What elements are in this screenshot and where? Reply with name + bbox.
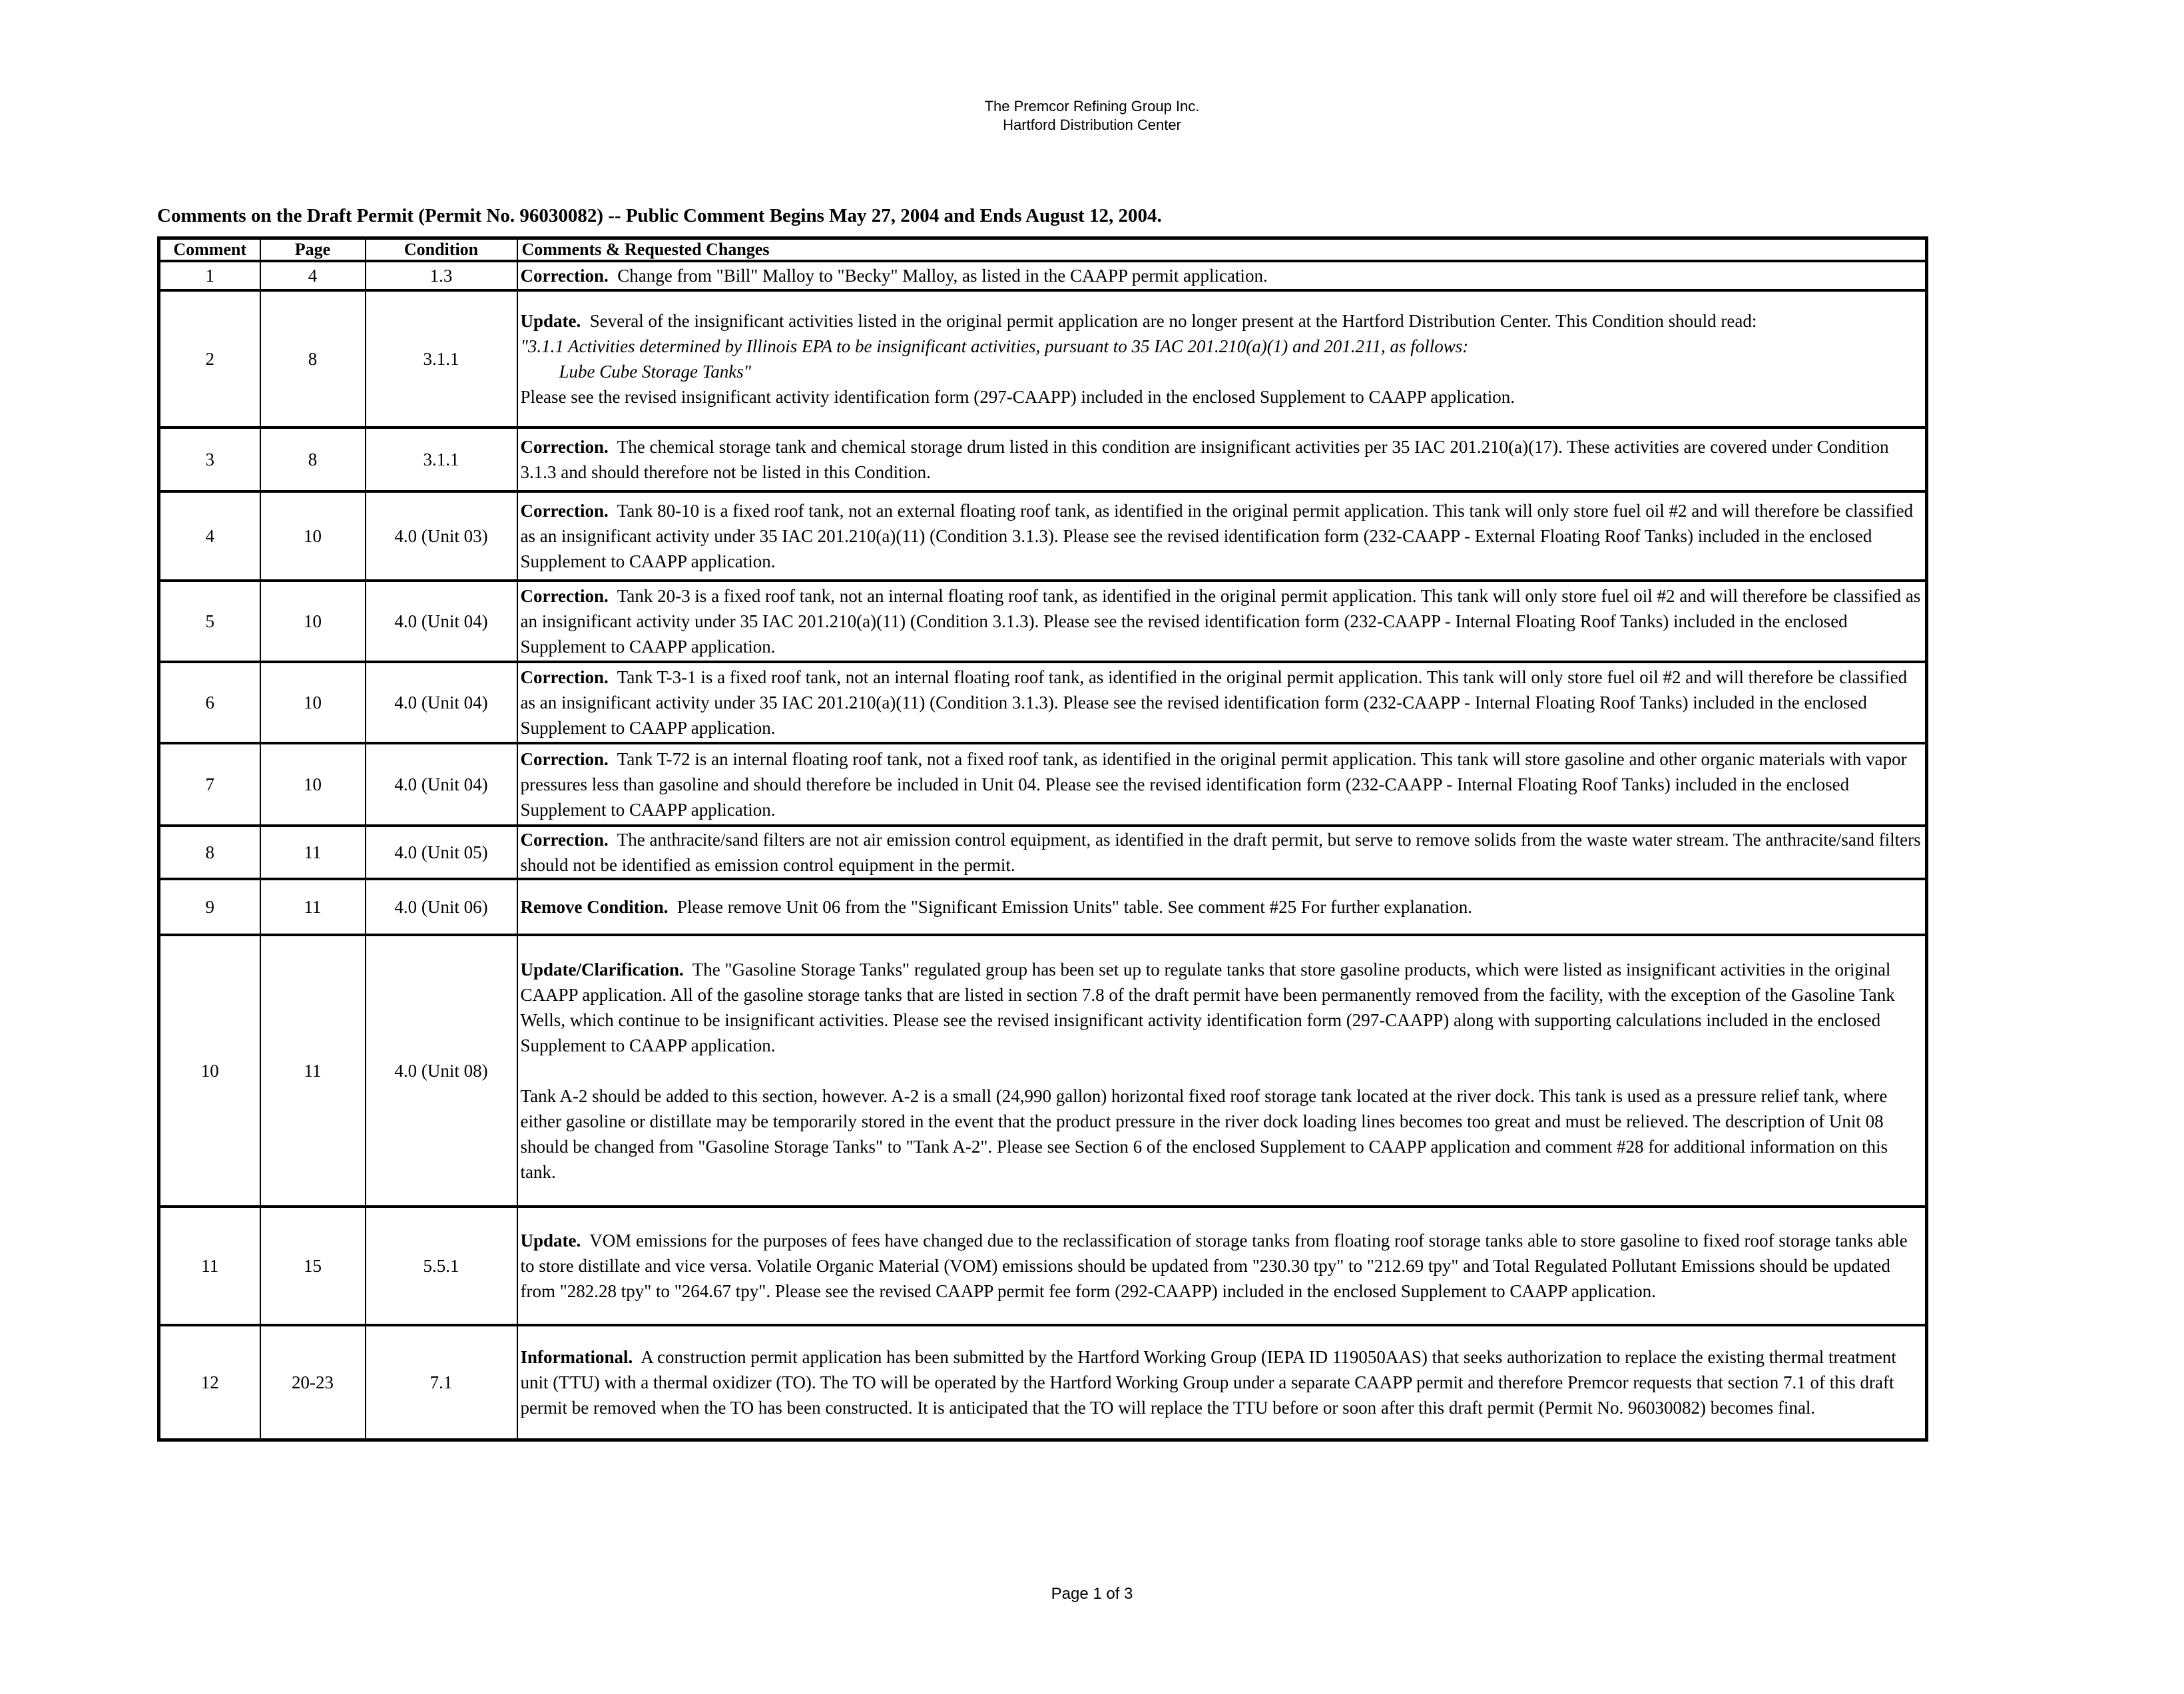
cell-condition: 3.1.1 — [366, 427, 517, 491]
cell-page: 8 — [260, 427, 366, 491]
comment-body: VOM emissions for the purposes of fees have changed due to the reclassification of storage tanks from floating roof storage tanks able to store gasoline to fixed roof storage tanks able to store distillate and vice versa. Volatile Organic Material (VOM) emissions should be updated from "230.30 tpy" to "212.69 tpy" and Total Regulated Pollutant Emissions should be updated from "282.28 tpy" to "264.67 tpy". Please see the revised CAAPP permit fee form (292-CAAPP) included in the enclosed Supplement to CAAPP application. — [520, 1231, 1908, 1301]
cell-comment: 12 — [159, 1325, 260, 1440]
quoted-condition-line: "3.1.1 Activities determined by Illinois EPA to be insignificant activities, pursuant to 35 IAC 201.210(a)(1) and 201.211, as follows: — [520, 336, 1469, 356]
table-row — [159, 879, 1927, 935]
cell-comment-text — [517, 879, 1927, 935]
table-row — [159, 427, 1927, 491]
cell-comment: 7 — [159, 743, 260, 826]
cell-condition: 4.0 (Unit 04) — [366, 662, 517, 743]
comment-type-label: Correction. — [520, 586, 609, 606]
cell-page: 4 — [260, 261, 366, 290]
cell-comment: 3 — [159, 427, 260, 491]
table-row — [159, 1207, 1927, 1325]
table-row — [159, 1325, 1927, 1440]
cell-condition: 3.1.1 — [366, 290, 517, 427]
table-row — [159, 662, 1927, 743]
header-page: Page — [260, 238, 366, 262]
comment-type-label: Update. — [520, 311, 581, 331]
cell-condition: 7.1 — [366, 1325, 517, 1440]
comments-table — [157, 236, 1928, 1442]
cell-comment: 11 — [159, 1207, 260, 1325]
header-comment: Comment — [159, 238, 260, 262]
comment-body: Tank T-3-1 is a fixed roof tank, not an internal floating roof tank, as identified in the original permit application. This tank will only store fuel oil #2 and will therefore be classified as an insignificant activity under 35 IAC 201.210(a)(11) (Condition 3.1.3). Please see the revised identification form (232-CAAPP - Internal Floating Roof Tanks) included in the enclosed Supplement to CAAPP application. — [520, 667, 1908, 738]
cell-comment-text — [517, 261, 1927, 290]
comment-type-label: Correction. — [520, 830, 609, 850]
cell-condition: 4.0 (Unit 04) — [366, 581, 517, 662]
comment-type-label: Correction. — [520, 266, 609, 286]
comment-body: A construction permit application has been submitted by the Hartford Working Group (IEPA ID 119050AAS) that seeks authorization to replace the existing thermal treatment unit (TTU) with a thermal oxidizer (TO). The TO will be operated by the Hartford Working Group under a separate CAAPP permit and therefore Premcor requests that section 7.1 of this draft permit be removed when the TO has been constructed. It is anticipated that the TO will replace the TTU before or soon after this draft permit (Permit No. 96030082) becomes final. — [520, 1346, 1896, 1418]
cell-comment: 4 — [159, 491, 260, 581]
cell-condition: 4.0 (Unit 05) — [366, 826, 517, 879]
cell-comment-text — [517, 1325, 1927, 1440]
document-title: Comments on the Draft Permit (Permit No. 96030082) -- Public Comment Begins May 27, 2004 and Ends August 12, 2004. — [157, 205, 1162, 226]
cell-page: 10 — [260, 491, 366, 581]
comment-body: Tank 80-10 is a fixed roof tank, not an external floating roof tank, as identified in the original permit application. This tank will only store fuel oil #2 and will therefore be classified as an insignificant activity under 35 IAC 201.210(a)(11) (Condition 3.1.3). Please see the revised identification form (232-CAAPP - External Floating Roof Tanks) included in the enclosed Supplement to CAAPP application. — [520, 501, 1914, 571]
cell-comment: 10 — [159, 935, 260, 1207]
cell-comment: 9 — [159, 879, 260, 935]
header-comments-changes: Comments & Requested Changes — [517, 238, 1927, 262]
cell-page: 10 — [260, 662, 366, 743]
comment-type-label: Correction. — [520, 749, 609, 769]
cell-comment: 8 — [159, 826, 260, 879]
comment-body: Tank 20-3 is a fixed roof tank, not an internal floating roof tank, as identified in the original permit application. This tank will only store fuel oil #2 and will therefore be classified as an insignificant activity under 35 IAC 201.210(a)(11) (Condition 3.1.3). Please see the revised identification form (232-CAAPP - Internal Floating Roof Tanks) included in the enclosed Supplement to CAAPP application. — [520, 586, 1921, 657]
cell-page: 11 — [260, 935, 366, 1207]
page-number: Page 1 of 3 — [1051, 1585, 1133, 1603]
cell-comment-text — [517, 743, 1927, 826]
comment-body: Please remove Unit 06 from the "Significant Emission Units" table. See comment #25 For further explanation. — [677, 897, 1473, 917]
comment-body: Change from "Bill" Malloy to "Becky" Malloy, as listed in the CAAPP permit application. — [617, 266, 1268, 286]
cell-comment-text — [517, 662, 1927, 743]
header-condition: Condition — [366, 238, 517, 262]
comment-type-label: Update/Clarification. — [520, 960, 684, 980]
comment-type-label: Correction. — [520, 667, 609, 687]
cell-condition: 5.5.1 — [366, 1207, 517, 1325]
cell-comment-text — [517, 1207, 1927, 1325]
comment-body-continued: Tank A-2 should be added to this section, however. A-2 is a small (24,990 gallon) horizontal fixed roof storage tank located at the river dock. This tank is used as a pressure relief tank, where either gasoline or distillate may be temporarily stored in the event that the product pressure in the river dock loading lines becomes too great and must be relieved. The description of Unit 08 should be changed from "Gasoline Storage Tanks" to "Tank A-2". Please see Section 6 of the enclosed Supplement to CAAPP application and comment #28 for additional information on this tank. — [520, 1086, 1888, 1182]
comment-body: The "Gasoline Storage Tanks" regulated group has been set up to regulate tanks that store gasoline products, which were listed as insignificant activities in the original CAAPP application. All of the gasoline storage tanks that are listed in section 7.8 of the draft permit have been permanently removed from the facility, with the exception of the Gasoline Tank Wells, which continue to be insignificant activities. Please see the revised insignificant activity identification form (297-CAAPP) along with supporting calculations included in the enclosed Supplement to CAAPP application. — [520, 960, 1895, 1055]
paragraph-gap — [521, 1058, 1923, 1083]
table-row — [159, 826, 1927, 879]
cell-comment: 5 — [159, 581, 260, 662]
table-row — [159, 935, 1927, 1207]
cell-condition: 4.0 (Unit 06) — [366, 879, 517, 935]
comment-type-label: Update. — [520, 1231, 581, 1251]
cell-page: 10 — [260, 743, 366, 826]
quoted-condition-item: Lube Cube Storage Tanks" — [559, 362, 752, 382]
comment-body: Several of the insignificant activities listed in the original permit application are no longer present at the Hartford Distribution Center. This Condition should read: — [589, 311, 1757, 331]
cell-condition: 4.0 (Unit 08) — [366, 935, 517, 1207]
table-header-row — [159, 238, 1927, 262]
comment-body: The anthracite/sand filters are not air emission control equipment, as identified in the draft permit, but serve to remove solids from the waste water stream. The anthracite/sand filters should not be identified as emission control equipment in the permit. — [520, 830, 1921, 875]
comment-type-label: Correction. — [520, 437, 609, 457]
comments-table-container — [157, 236, 1928, 1442]
letterhead — [0, 97, 2184, 135]
facility-name: Hartford Distribution Center — [1003, 117, 1181, 133]
cell-comment-text — [517, 491, 1927, 581]
table-row — [159, 743, 1927, 826]
cell-comment-text — [517, 581, 1927, 662]
cell-page: 11 — [260, 826, 366, 879]
table-row — [159, 261, 1927, 290]
table-row — [159, 290, 1927, 427]
table-row — [159, 581, 1927, 662]
cell-condition: 4.0 (Unit 04) — [366, 743, 517, 826]
cell-page: 20-23 — [260, 1325, 366, 1440]
comment-body: The chemical storage tank and chemical storage drum listed in this condition are insignificant activities per 35 IAC 201.210(a)(17). These activities are covered under Condition 3.1.3 and should therefore not be listed in this Condition. — [520, 437, 1889, 482]
cell-page: 15 — [260, 1207, 366, 1325]
cell-comment-text — [517, 826, 1927, 879]
cell-page: 8 — [260, 290, 366, 427]
comment-body: Tank T-72 is an internal floating roof tank, not a fixed roof tank, as identified in the original permit application. This tank will store gasoline and other organic materials with vapor pressures less than gasoline and should therefore be included in Unit 04. Please see the revised identification form (232-CAAPP - Internal Floating Roof Tanks) included in the enclosed Supplement to CAAPP application. — [520, 749, 1907, 820]
cell-comment-text — [517, 935, 1927, 1207]
cell-comment-text — [517, 427, 1927, 491]
cell-page: 10 — [260, 581, 366, 662]
cell-comment: 6 — [159, 662, 260, 743]
cell-page: 11 — [260, 879, 366, 935]
cell-comment-text — [517, 290, 1927, 427]
table-row — [159, 491, 1927, 581]
comment-type-label: Remove Condition. — [520, 897, 669, 917]
cell-condition: 1.3 — [366, 261, 517, 290]
comment-type-label: Informational. — [520, 1346, 633, 1367]
cell-comment: 1 — [159, 261, 260, 290]
comment-type-label: Correction. — [520, 501, 609, 521]
cell-comment: 2 — [159, 290, 260, 427]
cell-condition: 4.0 (Unit 03) — [366, 491, 517, 581]
company-name: The Premcor Refining Group Inc. — [984, 98, 1200, 115]
comment-body-continued: Please see the revised insignificant activity identification form (297-CAAPP) included in the enclosed Supplement to CAAPP application. — [520, 387, 1515, 407]
